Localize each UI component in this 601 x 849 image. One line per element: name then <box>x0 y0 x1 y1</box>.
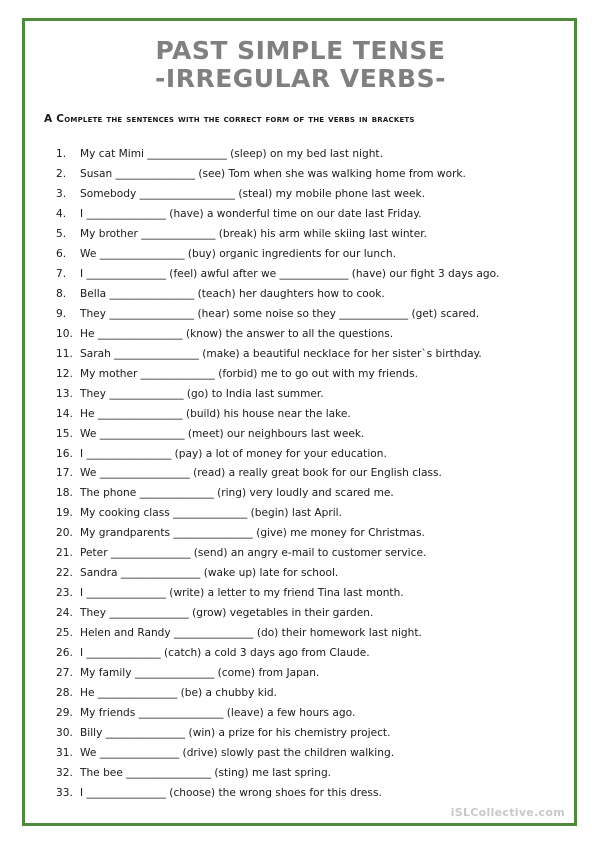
exercise-number: 10. <box>56 327 73 340</box>
exercise-sentence: The bee ________________ (sting) me last spring. <box>80 767 332 780</box>
exercise-sentence: I _______________ (choose) the wrong shoes for this dress. <box>80 786 382 799</box>
exercise-sentence: They _______________ (grow) vegetables in their garden. <box>80 607 374 620</box>
exercise-number: 20. <box>56 527 73 540</box>
exercise-number: 15. <box>56 427 73 440</box>
exercise-sentence: We ________________ (buy) organic ingredients for our lunch. <box>80 247 397 260</box>
exercise-sentence: He ________________ (build) his house near the lake. <box>80 407 351 420</box>
exercise-item <box>56 424 566 444</box>
exercise-number: 19. <box>56 507 73 520</box>
exercise-sentence: My mother ______________ (forbid) me to go out with my friends. <box>80 367 418 380</box>
watermark: iSLCollective.com <box>450 806 565 819</box>
exercise-item <box>56 683 566 703</box>
exercise-item <box>56 743 566 763</box>
exercise-item <box>56 404 566 424</box>
exercise-sentence: My friends ________________ (leave) a few hours ago. <box>80 707 356 720</box>
exercise-item <box>56 284 566 304</box>
exercise-item <box>56 204 566 224</box>
exercise-item <box>56 783 566 803</box>
exercise-sentence: Bella ________________ (teach) her daughters how to cook. <box>80 287 385 300</box>
exercise-item <box>56 723 566 743</box>
exercise-sentence: Somebody __________________ (steal) my mobile phone last week. <box>80 187 426 200</box>
exercise-sentence: We ________________ (meet) our neighbours last week. <box>80 427 365 440</box>
exercise-sentence: My brother ______________ (break) his arm while skiing last winter. <box>80 227 427 240</box>
exercise-sentence: I _______________ (have) a wonderful time on our date last Friday. <box>80 207 422 220</box>
exercise-number: 7. <box>56 267 67 280</box>
exercise-number: 31. <box>56 747 73 760</box>
exercise-instructions: A Complete the sentences with the correct form of the verbs in brackets <box>44 113 415 125</box>
exercise-number: 18. <box>56 487 73 500</box>
exercise-sentence: I _______________ (write) a letter to my friend Tina last month. <box>80 587 404 600</box>
exercise-number: 17. <box>56 467 73 480</box>
exercise-sentence: He _______________ (be) a chubby kid. <box>80 687 277 700</box>
exercise-item <box>56 464 566 484</box>
exercise-sentence: Sandra _______________ (wake up) late for school. <box>80 567 339 580</box>
exercise-item <box>56 583 566 603</box>
exercise-sentence: My cat Mimi _______________ (sleep) on my bed last night. <box>80 147 383 160</box>
exercise-sentence: I ______________ (catch) a cold 3 days ago from Claude. <box>80 647 370 660</box>
exercise-number: 16. <box>56 447 73 460</box>
exercise-number: 32. <box>56 767 73 780</box>
exercise-sentence: My family _______________ (come) from Japan. <box>80 667 320 680</box>
exercise-sentence: I ________________ (pay) a lot of money for your education. <box>80 447 387 460</box>
exercise-number: 4. <box>56 207 67 220</box>
exercise-sentence: My grandparents _______________ (give) me money for Christmas. <box>80 527 425 540</box>
exercise-number: 26. <box>56 647 73 660</box>
exercise-number: 5. <box>56 227 67 240</box>
exercise-item <box>56 304 566 324</box>
exercise-item <box>56 384 566 404</box>
exercise-item <box>56 763 566 783</box>
exercise-sentence: Helen and Randy _______________ (do) their homework last night. <box>80 627 422 640</box>
exercise-item <box>56 643 566 663</box>
exercise-item <box>56 543 566 563</box>
exercise-sentence: I _______________ (feel) awful after we _____________ (have) our fight 3 days ago. <box>80 267 500 280</box>
exercise-number: 29. <box>56 707 73 720</box>
exercise-number: 1. <box>56 147 67 160</box>
exercise-sentence: They ________________ (hear) some noise so they _____________ (get) scared. <box>80 307 480 320</box>
exercise-item <box>56 144 566 164</box>
exercise-number: 24. <box>56 607 73 620</box>
exercise-item <box>56 264 566 284</box>
exercise-number: 28. <box>56 687 73 700</box>
exercise-sentence: My cooking class ______________ (begin) last April. <box>80 507 342 520</box>
exercise-sentence: We _______________ (drive) slowly past the children walking. <box>80 747 395 760</box>
exercise-number: 33. <box>56 786 73 799</box>
exercise-sentence: We _________________ (read) a really great book for our English class. <box>80 467 442 480</box>
exercise-sentence: The phone ______________ (ring) very loudly and scared me. <box>80 487 394 500</box>
exercise-sentence: He ________________ (know) the answer to all the questions. <box>80 327 394 340</box>
exercise-item <box>56 164 566 184</box>
exercise-list <box>56 144 566 803</box>
exercise-sentence: Susan _______________ (see) Tom when she was walking home from work. <box>80 167 466 180</box>
exercise-number: 13. <box>56 387 73 400</box>
exercise-number: 14. <box>56 407 73 420</box>
exercise-number: 23. <box>56 587 73 600</box>
exercise-number: 8. <box>56 287 67 300</box>
exercise-number: 12. <box>56 367 73 380</box>
exercise-item <box>56 523 566 543</box>
exercise-number: 22. <box>56 567 73 580</box>
exercise-item <box>56 344 566 364</box>
exercise-item <box>56 224 566 244</box>
exercise-sentence: They ______________ (go) to India last summer. <box>80 387 324 400</box>
exercise-number: 9. <box>56 307 67 320</box>
exercise-item <box>56 703 566 723</box>
exercise-item <box>56 563 566 583</box>
exercise-sentence: Billy _______________ (win) a prize for his chemistry project. <box>80 727 391 740</box>
exercise-item <box>56 184 566 204</box>
exercise-number: 30. <box>56 727 73 740</box>
exercise-number: 25. <box>56 627 73 640</box>
exercise-sentence: Sarah ________________ (make) a beautiful necklace for her sister`s birthday. <box>80 347 482 360</box>
exercise-item <box>56 623 566 643</box>
exercise-item <box>56 444 566 464</box>
page-subtitle: -IRREGULAR VERBS- <box>155 64 446 93</box>
exercise-number: 11. <box>56 347 73 360</box>
exercise-number: 2. <box>56 167 67 180</box>
exercise-number: 3. <box>56 187 67 200</box>
exercise-item <box>56 503 566 523</box>
exercise-item <box>56 483 566 503</box>
exercise-item <box>56 364 566 384</box>
exercise-item <box>56 324 566 344</box>
exercise-number: 21. <box>56 547 73 560</box>
exercise-sentence: Peter _______________ (send) an angry e-mail to customer service. <box>80 547 427 560</box>
exercise-item <box>56 244 566 264</box>
page-title: PAST SIMPLE TENSE <box>155 36 446 65</box>
exercise-item <box>56 663 566 683</box>
exercise-item <box>56 603 566 623</box>
exercise-number: 27. <box>56 667 73 680</box>
exercise-number: 6. <box>56 247 67 260</box>
